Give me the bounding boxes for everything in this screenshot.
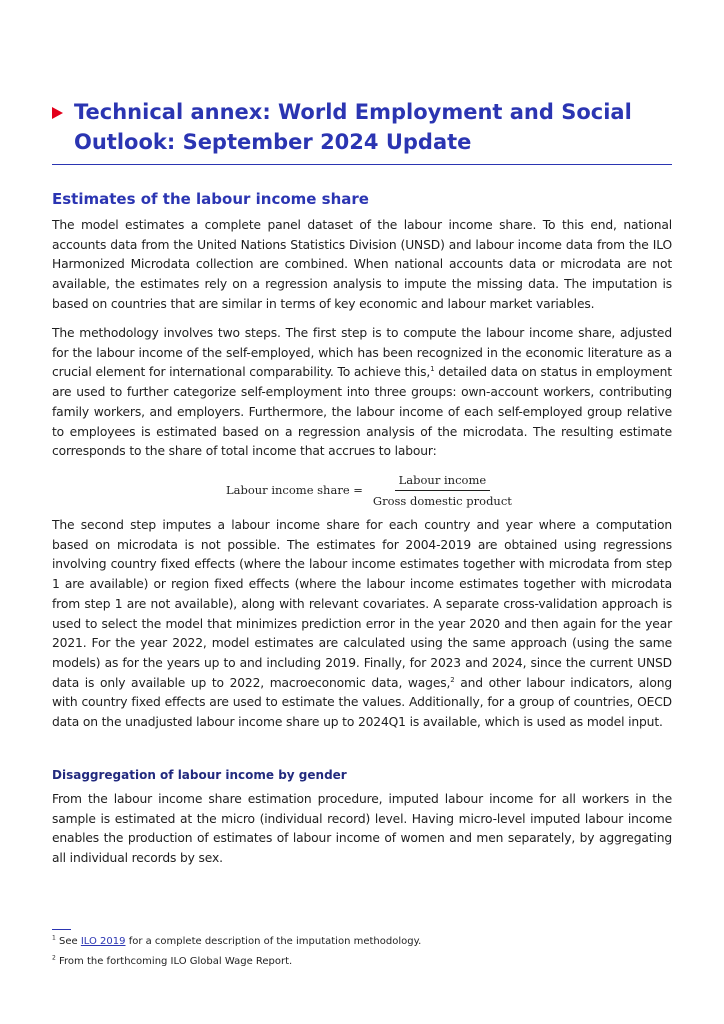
page-title <box>52 97 692 157</box>
formula-fraction <box>369 472 516 509</box>
formula-denominator: Gross domestic product <box>372 493 512 508</box>
paragraph-3-text-b: and other labour indicators, along with country fixed effects are used to estimate the values. Additionally, for a group of countries, OECD data on the unadjusted labour income share up to 2024Q1 is available, which is used as model input. <box>52 675 672 730</box>
formula <box>226 470 516 510</box>
formula-numerator: Labour income <box>395 472 491 491</box>
footnote-ref-1[interactable]: 1 <box>430 365 435 374</box>
page-title-text: Technical annex: World Employment and Social Outlook: September 2024 Update <box>74 100 632 154</box>
triangle-marker-icon <box>52 107 63 119</box>
footnote-2-text: From the forthcoming ILO Global Wage Report. <box>55 956 293 967</box>
section-heading: Estimates of the labour income share <box>52 190 369 208</box>
paragraph-2 <box>52 324 672 462</box>
paragraph-2-text-b: detailed data on status in employment are used to further categorize self-employment into three groups: own-account workers, contributing family workers, and employers. Furthermore, the labour income of each self-employed group relative to employees is estimated based on a regression analysis of the microdata. The resulting estimate corresponds to the share of total income that accrues to labour: <box>52 365 672 459</box>
paragraph-2-text-a: The methodology involves two steps. The first step is to compute the labour income share, adjusted for the labour income of the self-employed, which has been recognized in the economic literature as a crucial element for international comparability. To achieve this, <box>52 326 672 380</box>
footnote-ref-2[interactable]: 2 <box>450 675 455 684</box>
paragraph-4: From the labour income share estimation procedure, imputed labour income for all workers in the sample is estimated at the micro (individual record) level. Having micro-level imputed labour income enables the production of estimates of labour income of women and men separately, by aggregating all individual records by sex. <box>52 792 672 866</box>
paragraph-1: The model estimates a complete panel dataset of the labour income share. To this end, national accounts data from the United Nations Statistics Division (UNSD) and labour income data from the ILO Harmonized Microdata collection are combined. When national accounts data or microdata are not available, the estimates rely on a regression analysis to impute the missing data. The imputation is based on countries that are similar in terms of key economic and labour market variables. <box>52 218 672 311</box>
footnote-1-text-a: See <box>55 936 81 947</box>
footnote-1-text-b: for a complete description of the imputation methodology. <box>125 936 422 947</box>
footnote-1 <box>52 935 421 949</box>
footnote-2-number: 2 <box>52 954 56 962</box>
subsection-heading: Disaggregation of labour income by gender <box>52 768 347 782</box>
footnote-divider <box>52 929 71 930</box>
ilo-2019-link[interactable]: ILO 2019 <box>80 936 126 947</box>
formula-lhs: Labour income share = <box>226 483 363 497</box>
paragraph-3-text-a: The second step imputes a labour income share for each country and year where a computation based on microdata is not possible. The estimates for 2004-2019 are obtained using regressions involving country fixed effects (where the labour income estimates together with microdata from step 1 are available) or region fixed effects (where the labour income estimates together with microdata from step 1 are not available), along with relevant covariates. A separate cross-validation approach is used to select the model that minimizes prediction error in the year 2020 and then again for the year 2021. For the year 2022, model estimates are calculated using the same approach (using the same models) as for the years up to and including 2019. Finally, for 2023 and 2024, since the current UNSD data is only available up to 2022, macroeconomic data, wages, <box>52 518 672 690</box>
footnote-1-number: 1 <box>52 934 56 942</box>
paragraph-3 <box>52 516 672 733</box>
footnote-2 <box>52 955 292 969</box>
title-divider <box>52 164 672 165</box>
